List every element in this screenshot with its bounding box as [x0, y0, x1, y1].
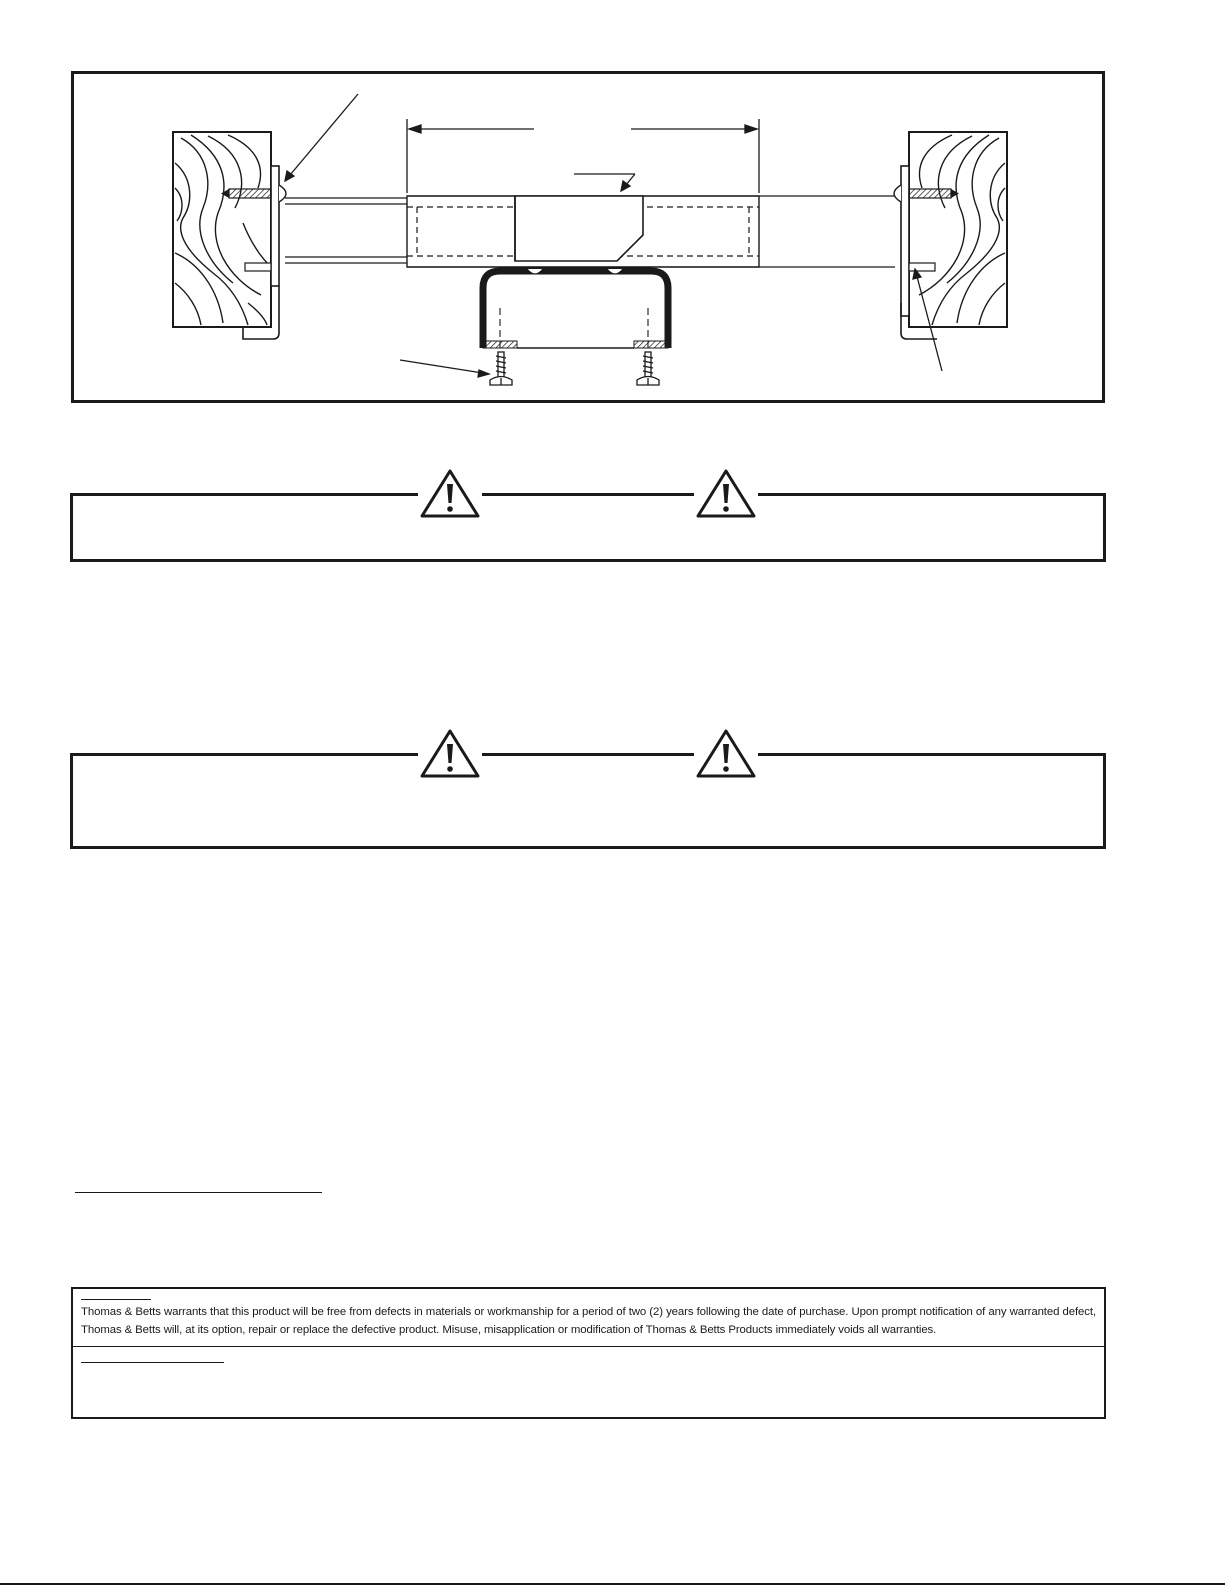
slider-clip [515, 196, 643, 261]
screw-icon [490, 352, 512, 385]
warning-box-1 [70, 493, 1106, 562]
warranty-text: Thomas & Betts warrants that this product will be free from defects in materials or workmanship for a period of two (2) years following the date of purchase. Upon prompt notification of any warranted defect, Thomas & Betts will, at its option, repair or replace the defective product. Misuse, misapplication or modification of Thomas & Betts Products immediately voids all warranties. [81, 1306, 1096, 1336]
warning-triangle-icon [694, 468, 758, 524]
footnote-rule [75, 1192, 322, 1193]
installation-diagram [74, 74, 1102, 400]
warranty-box [71, 1287, 1106, 1419]
installation-figure [71, 71, 1105, 403]
warning-triangle-icon [418, 468, 482, 524]
warning-triangle-icon [694, 728, 758, 784]
screw-icon [637, 352, 659, 385]
dimension-line [407, 119, 759, 193]
warning-box-2 [70, 753, 1106, 849]
conduit-box [483, 269, 668, 348]
liability-heading-rule [81, 1362, 224, 1363]
wood-stud-left [173, 132, 271, 327]
wood-stud-right [909, 132, 1007, 327]
warning-triangle-icon [418, 728, 482, 784]
warranty-divider [73, 1346, 1104, 1347]
warranty-heading-rule [81, 1299, 151, 1300]
